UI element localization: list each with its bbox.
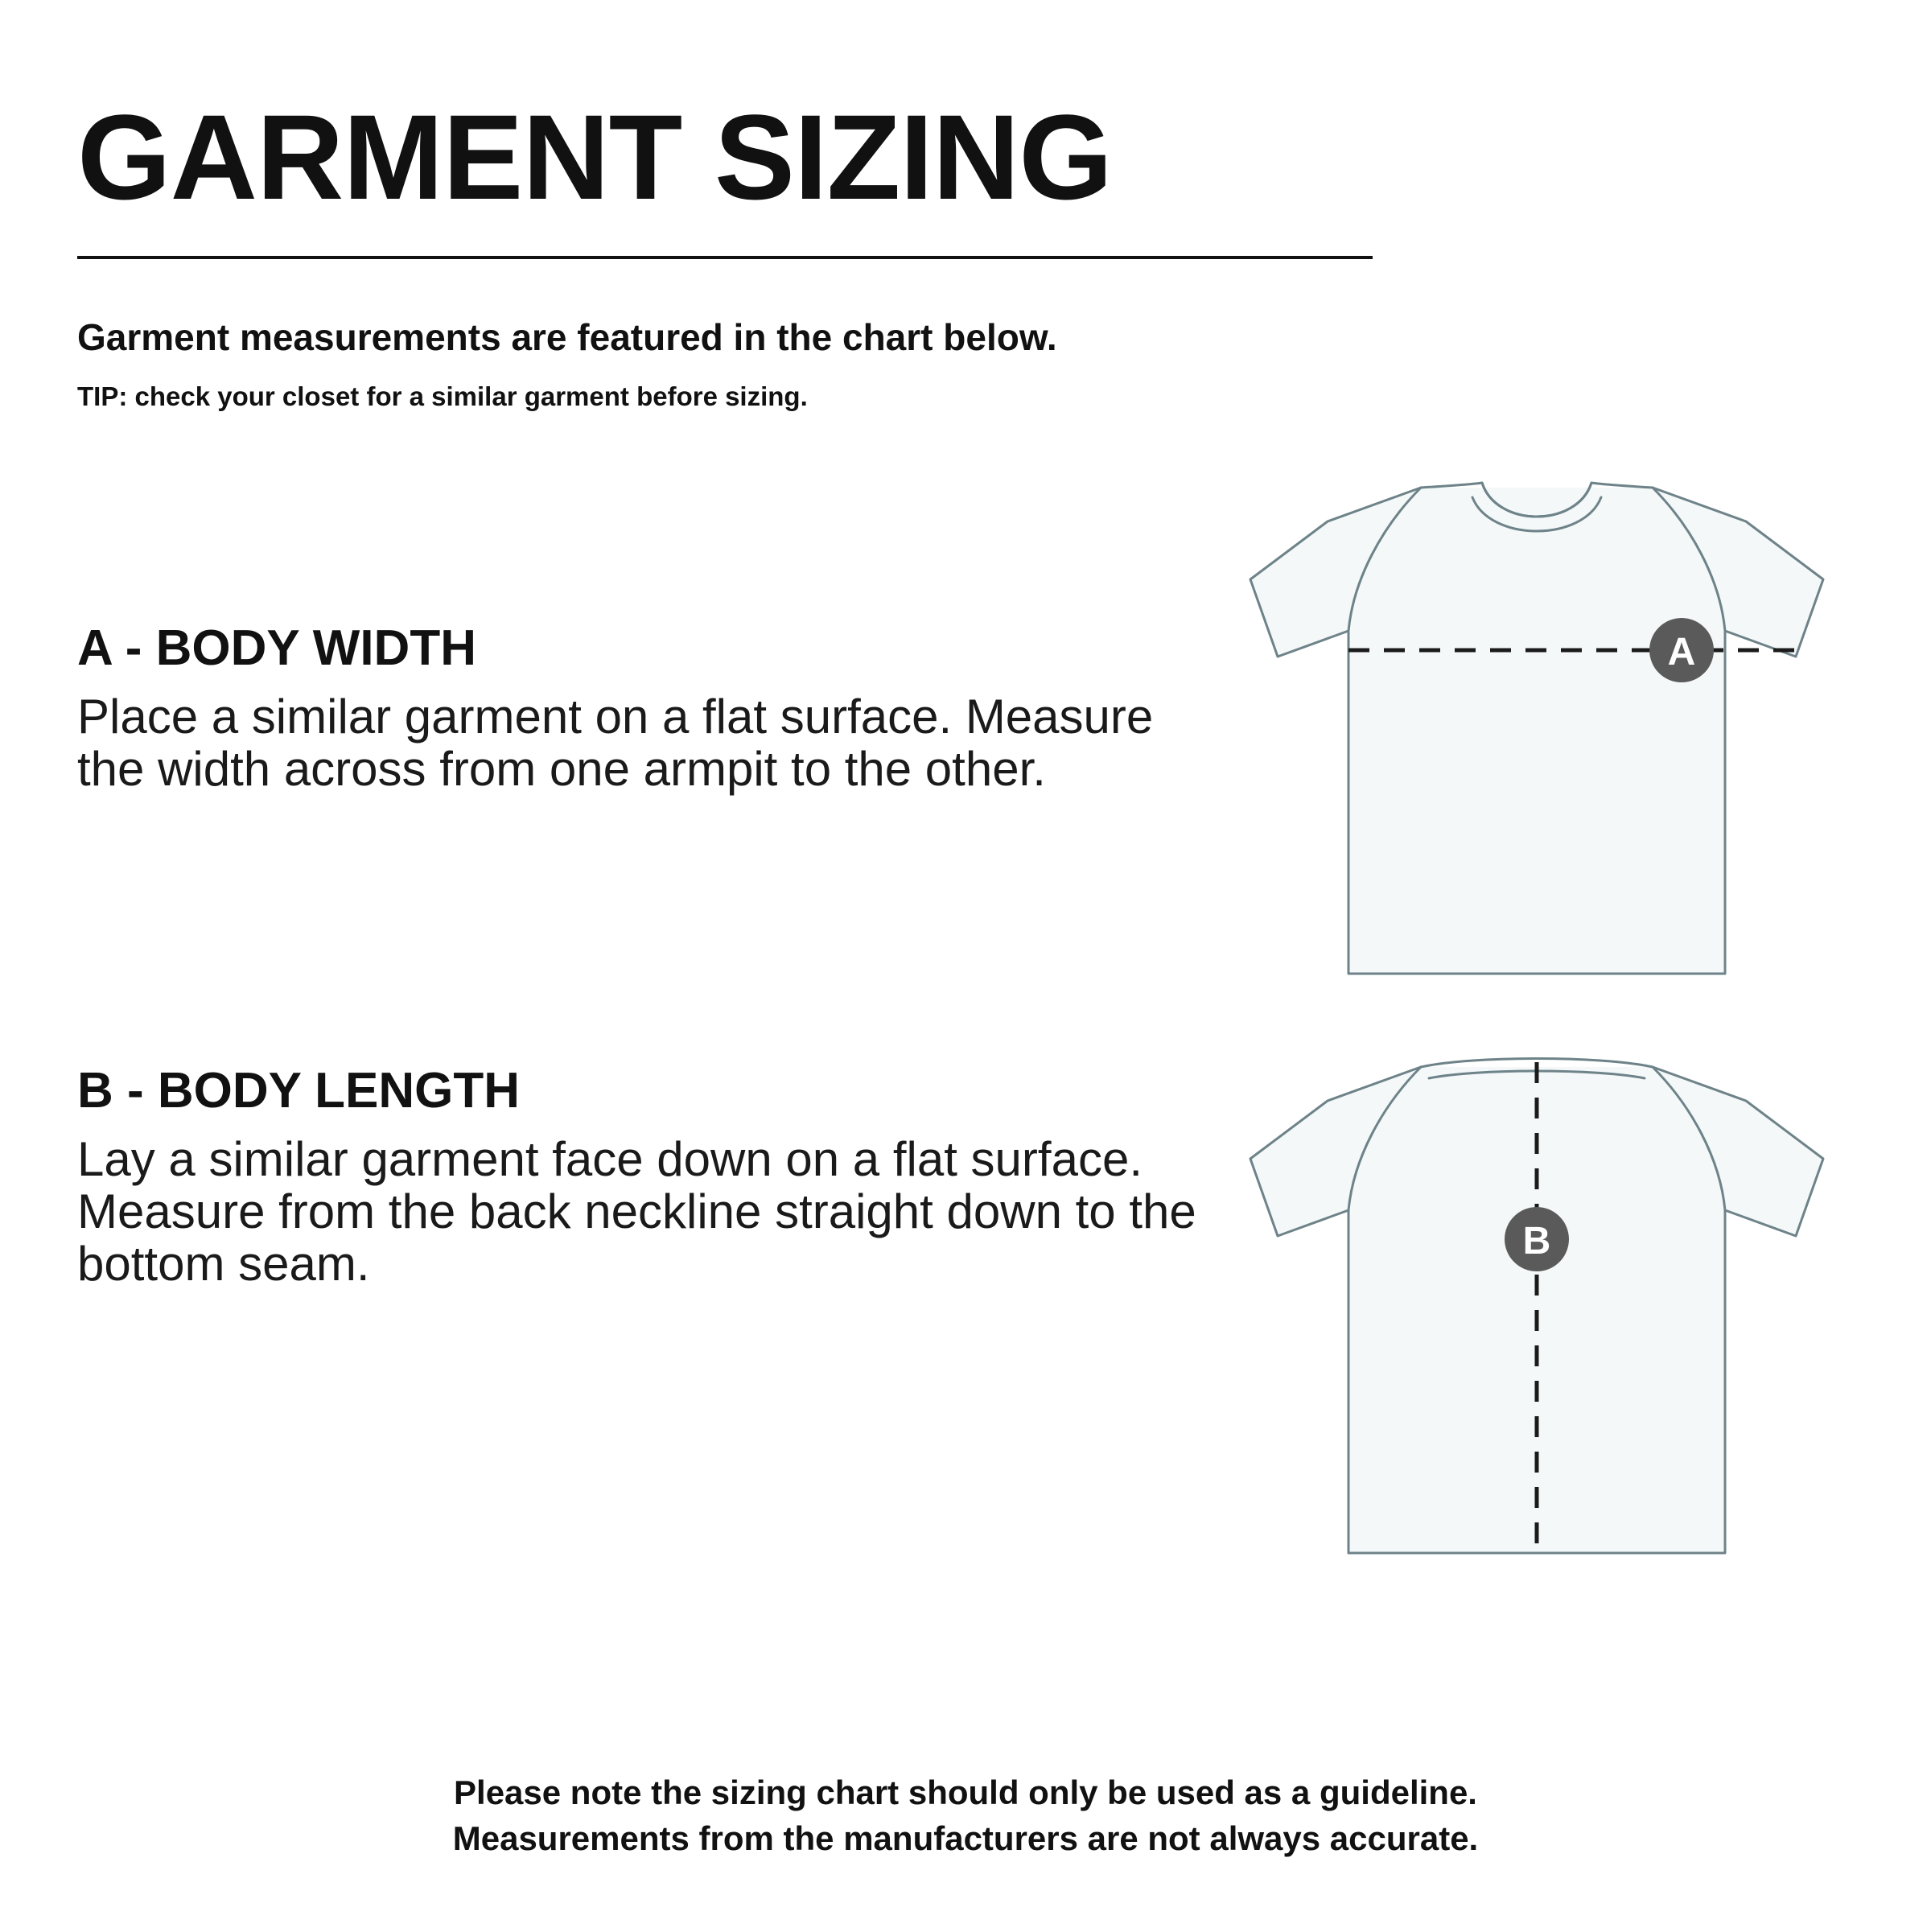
svg-text:A: A: [1667, 631, 1696, 674]
section-a-body: Place a similar garment on a flat surface. Measure the width across from one armpit to the other.: [77, 690, 1154, 796]
footer-line-2: Measurements from the manufacturers are not always accurate.: [452, 1819, 1479, 1857]
footer-note: [0, 1770, 1931, 1861]
svg-text:B: B: [1522, 1220, 1551, 1263]
footer-line-1: Please note the sizing chart should only be used as a guideline.: [454, 1773, 1477, 1811]
marker-a: [1649, 618, 1714, 682]
tshirt-front-illustration: [1231, 459, 1842, 1010]
marker-b: [1505, 1207, 1569, 1271]
section-b-heading: B - BODY LENGTH: [77, 1063, 520, 1118]
section-b-body: Lay a similar garment face down on a flat surface. Measure from the back neckline straight down to the bottom seam.: [77, 1132, 1196, 1291]
tshirt-back-illustration: [1231, 1038, 1842, 1589]
title-divider: [77, 256, 1373, 259]
section-body-width: [77, 620, 1284, 796]
page-title: GARMENT SIZING: [77, 89, 1112, 225]
tip-text: TIP: check your closet for a similar garment before sizing.: [77, 381, 808, 411]
subtitle-text: Garment measurements are featured in the chart below.: [77, 316, 1057, 358]
section-a-heading: A - BODY WIDTH: [77, 620, 476, 676]
section-body-length: [77, 1062, 1284, 1290]
